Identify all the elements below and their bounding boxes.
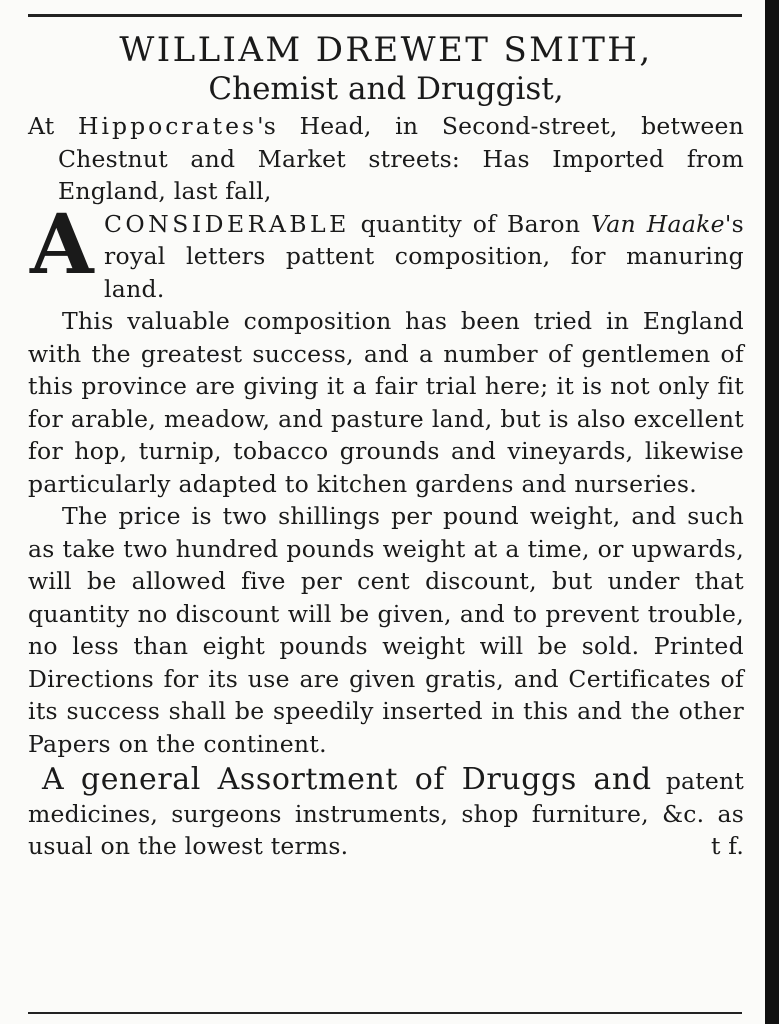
top-rule xyxy=(28,14,742,17)
paragraph-intro xyxy=(28,196,744,306)
address-rest: 's Head, in Second-street, between Chestnut and Market streets: Has Imported from England, last fall, xyxy=(58,112,744,205)
address-line xyxy=(28,110,744,208)
advertiser-name: WILLIAM DREWET SMITH, xyxy=(119,30,653,70)
paragraph-assortment xyxy=(28,764,744,863)
drop-cap: A xyxy=(30,196,94,293)
advertiser-trade: Chemist and Druggist, xyxy=(208,71,564,107)
address-prefix: At xyxy=(28,112,79,140)
paragraph-uses: This valuable composition has been tried in England with the greatest success, and a number of gentlemen of this province are giving it a fair trial here; it is not only fit for arable, meadow, and pasture land, but is also excellent for hop, turnip, tobacco grounds and vineyards, likewise particularly adapted to kitchen gardens and nurseries. xyxy=(28,307,744,498)
assortment-lead: A general Assortment of Druggs and xyxy=(42,762,652,797)
intro-text-b: 's royal letters pattent composition, for manuring land. xyxy=(103,209,744,303)
till-forbid-mark: t f. xyxy=(710,832,744,860)
product-name: Van Haake xyxy=(591,209,725,238)
bottom-rule xyxy=(28,1012,742,1014)
caps-word: CONSIDERABLE xyxy=(103,209,350,238)
paragraph-price: The price is two shillings per pound weight, and such as take two hundred pounds weight at a time, or upwards, will be allowed five per cent discount, but under that quantity no discount will be given, and to prevent trouble, no less than eight pounds weight will be sold. Printed Directions for its use are given gratis, and Certificates of its success shall be speedily inserted in this and the other Papers on the continent. xyxy=(28,502,744,758)
intro-text-a: quantity of Baron xyxy=(349,209,592,238)
advertisement xyxy=(28,24,744,863)
assortment-rest: patent medicines, surgeons instruments, shop furniture, &c. as usual on the lowest terms. xyxy=(28,767,745,860)
scan-edge xyxy=(765,0,779,1024)
sign-name: Hippocrates xyxy=(78,112,258,140)
